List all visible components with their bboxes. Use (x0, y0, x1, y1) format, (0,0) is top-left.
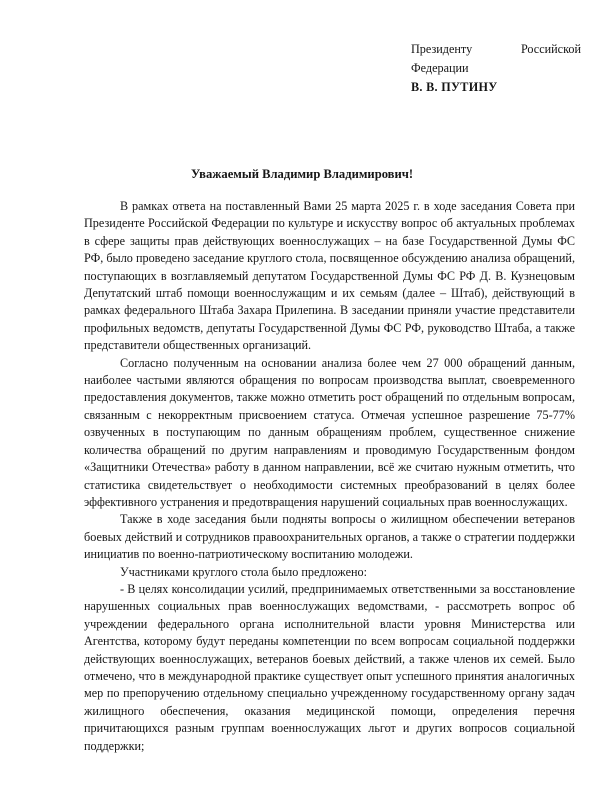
paragraph-5: - В целях консолидации усилий, предпринимаемых ответственными за восстановление нарушенных социальных прав военнослужащих ведомствами, - рассмотреть вопрос об учреждении федерального органа исполнительной власти уровня Министерства или Агентства, которому будут переданы компетенции по всем вопросам социальной поддержки действующих военнослужащих, ветеранов боевых действий, а также членов их семей. Было отмечено, что в международной практике существует опыт успешного принятия аналогичных мер по препоручению отдельному специально учрежденному государственному органу задач жилищного обеспечения, оказания медицинской помощи, определения перечня причитающихся разным группам военнослужащих льгот и других вопросов социальной поддержки; (84, 581, 575, 753)
addressee-country-1: Российской (520, 42, 581, 56)
addressee-line-1 (411, 40, 581, 59)
letter-body (84, 198, 575, 755)
paragraph-1: В рамках ответа на поставленный Вами 25 марта 2025 г. в ходе заседания Совета при Президенте Российской Федерации по культуре и искусству вопрос об актуальных проблемах в сфере защиты прав действующих военнослужащих – на базе Государственной Думы ФС РФ, было проведено заседание круглого стола, посвященное обсуждению анализа обращений, поступающих в возглавляемый депутатом Государственной Думы ФС РФ Д. В. Кузнецовым Депутатский штаб помощи военнослужащим и их семьям (далее – Штаб), действующий в рамках федерального Штаба Захара Прилепина. В заседании приняли участие представители профильных ведомств, депутаты Государственной Думы ФС РФ, руководство Штаба, а также представители общественных организаций. (84, 199, 575, 353)
paragraph-2: Согласно полученным на основании анализа более чем 27 000 обращений данным, наиболее частыми являются обращения по вопросам производства выплат, своевременного предоставления документов, также можно отметить рост обращений по отдельным вопросам, связанным с некорректным присвоением статуса. Отмечая успешное разрешение 75-77% озвученных в поступающим по данным обращениям проблем, существенное снижение количества обращений по другим направлениям и проводимую Государственным фондом «Защитники Отечества» работу в данном направлении, всё же считаю нужным отметить, что статистика свидетельствует о необходимости системных преобразований в целях более эффективного устранения и предотвращения нарушений социальных прав военнослужащих. (84, 355, 575, 509)
paragraph-4: Участниками круглого стола было предложено: (120, 564, 367, 579)
addressee-name: В. В. ПУТИНУ (411, 80, 498, 94)
addressee-country-2: Федерации (411, 61, 469, 75)
paragraph-3: Также в ходе заседания были подняты вопросы о жилищном обеспечении ветеранов боевых действий и сотрудников правоохранительных органов, а также о стратегии поддержки инициатив по военно-патриотическому воспитанию молодежи. (84, 512, 575, 562)
addressee-title: Президенту (411, 42, 473, 56)
greeting: Уважаемый Владимир Владимирович! (190, 167, 414, 181)
addressee-block (411, 40, 581, 97)
